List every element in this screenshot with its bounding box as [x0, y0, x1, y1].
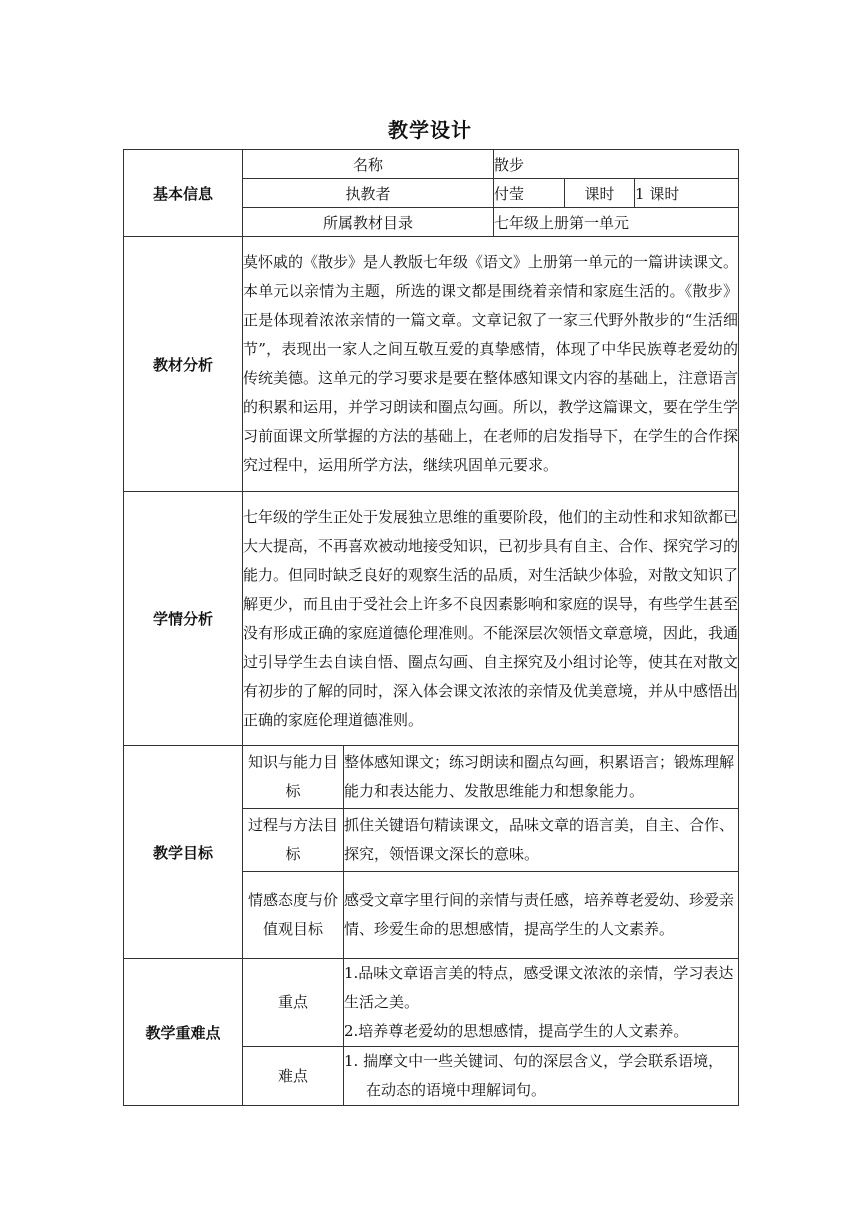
difficulty-list: [344, 1047, 739, 1106]
basic-info-label: 基本信息: [124, 150, 243, 237]
basic-info-row-name: [124, 150, 739, 179]
period-value: 1 课时: [635, 179, 739, 208]
material-analysis-row: [124, 237, 739, 492]
catalog-label: 所属教材目录: [243, 208, 494, 237]
student-analysis-text: 七年级的学生正处于发展独立思维的重要阶段，他们的主动性和求知欲都已大大提高，不再喜欢被动地接受知识，已初步具有自主、合作、探究学习的能力。但同时缺乏良好的观察生活的品质，对生活缺少体验，对散文知识了解更少，而且由于受社会上许多不良因素影响和家庭的误导，有些学生甚至没有形成正确的家庭道德伦理准则。不能深层次领悟文章意境，因此，我通过引导学生去自读自悟、圈点勾画、自主探究及小组讨论等，使其在对散文有初步的了解的同时，深入体会课文浓浓的亲情及优美意境，并从中感悟出正确的家庭伦理道德准则。: [243, 492, 739, 746]
student-analysis-row: [124, 492, 739, 746]
material-analysis-text: 莫怀戚的《散步》是人教版七年级《语文》上册第一单元的一篇讲读课文。本单元以亲情为主题，所选的课文都是围绕着亲情和家庭生活的。《散步》正是体现着浓浓亲情的一篇文章。文章记叙了一家三代野外散步的“生活细节”，表现出一家人之间互敬互爱的真挚感情，体现了中华民族尊老爱幼的传统美德。这单元的学习要求是要在整体感知课文内容的基础上，注意语言的积累和运用，并学习朗读和圈点勾画。所以，教学这篇课文，要在学生学习前面课文所掌握的方法的基础上，在老师的启发指导下，在学生的合作探究过程中，运用所学方法，继续巩固单元要求。: [243, 237, 739, 492]
objective-label-process: 过程与方法目标: [243, 809, 344, 872]
document-title: 教学设计: [388, 118, 472, 142]
focus-row: [124, 959, 739, 1047]
key-points-label: 教学重难点: [124, 959, 243, 1106]
material-analysis-label: 教材分析: [124, 237, 243, 492]
objective-text-process: 抓住关键语句精读课文，品味文章的语言美，自主、合作、探究，领悟课文深长的意味。: [344, 809, 739, 872]
name-value: 散步: [494, 150, 739, 179]
focus-label: 重点: [243, 959, 344, 1047]
objective-text-emotion: 感受文章字里行间的亲情与责任感，培养尊老爱幼、珍爱亲情、珍爱生命的思想感情，提高学生的人文素养。: [344, 872, 739, 959]
difficulty-item: 1. 揣摩文中一些关键词、句的深层含义，学会联系语境，在动态的语境中理解词句。: [344, 1052, 724, 1099]
objective-label-emotion: 情感态度与价值观目标: [243, 872, 344, 959]
focus-item: 1.品味文章语言美的特点，感受课文浓浓的亲情，学习表达生活之美。: [344, 964, 734, 1011]
difficulty-label: 难点: [243, 1047, 344, 1106]
objective-label-knowledge: 知识与能力目标: [243, 746, 344, 809]
lesson-plan-table: [123, 149, 739, 1106]
focus-item: 2.培养尊老爱幼的思想感情，提高学生的人文素养。: [344, 1022, 689, 1040]
objective-text-knowledge: 整体感知课文；练习朗读和圈点勾画，积累语言；锻炼理解能力和表达能力、发散思维能力和想象能力。: [344, 746, 739, 809]
student-analysis-label: 学情分析: [124, 492, 243, 746]
objectives-label: 教学目标: [124, 746, 243, 959]
name-label: 名称: [243, 150, 494, 179]
objective-row-knowledge: [124, 746, 739, 809]
focus-list: [344, 959, 739, 1047]
period-label: 课时: [565, 179, 635, 208]
teacher-value: 付莹: [494, 179, 565, 208]
catalog-value: 七年级上册第一单元: [494, 208, 739, 237]
teacher-label: 执教者: [243, 179, 494, 208]
